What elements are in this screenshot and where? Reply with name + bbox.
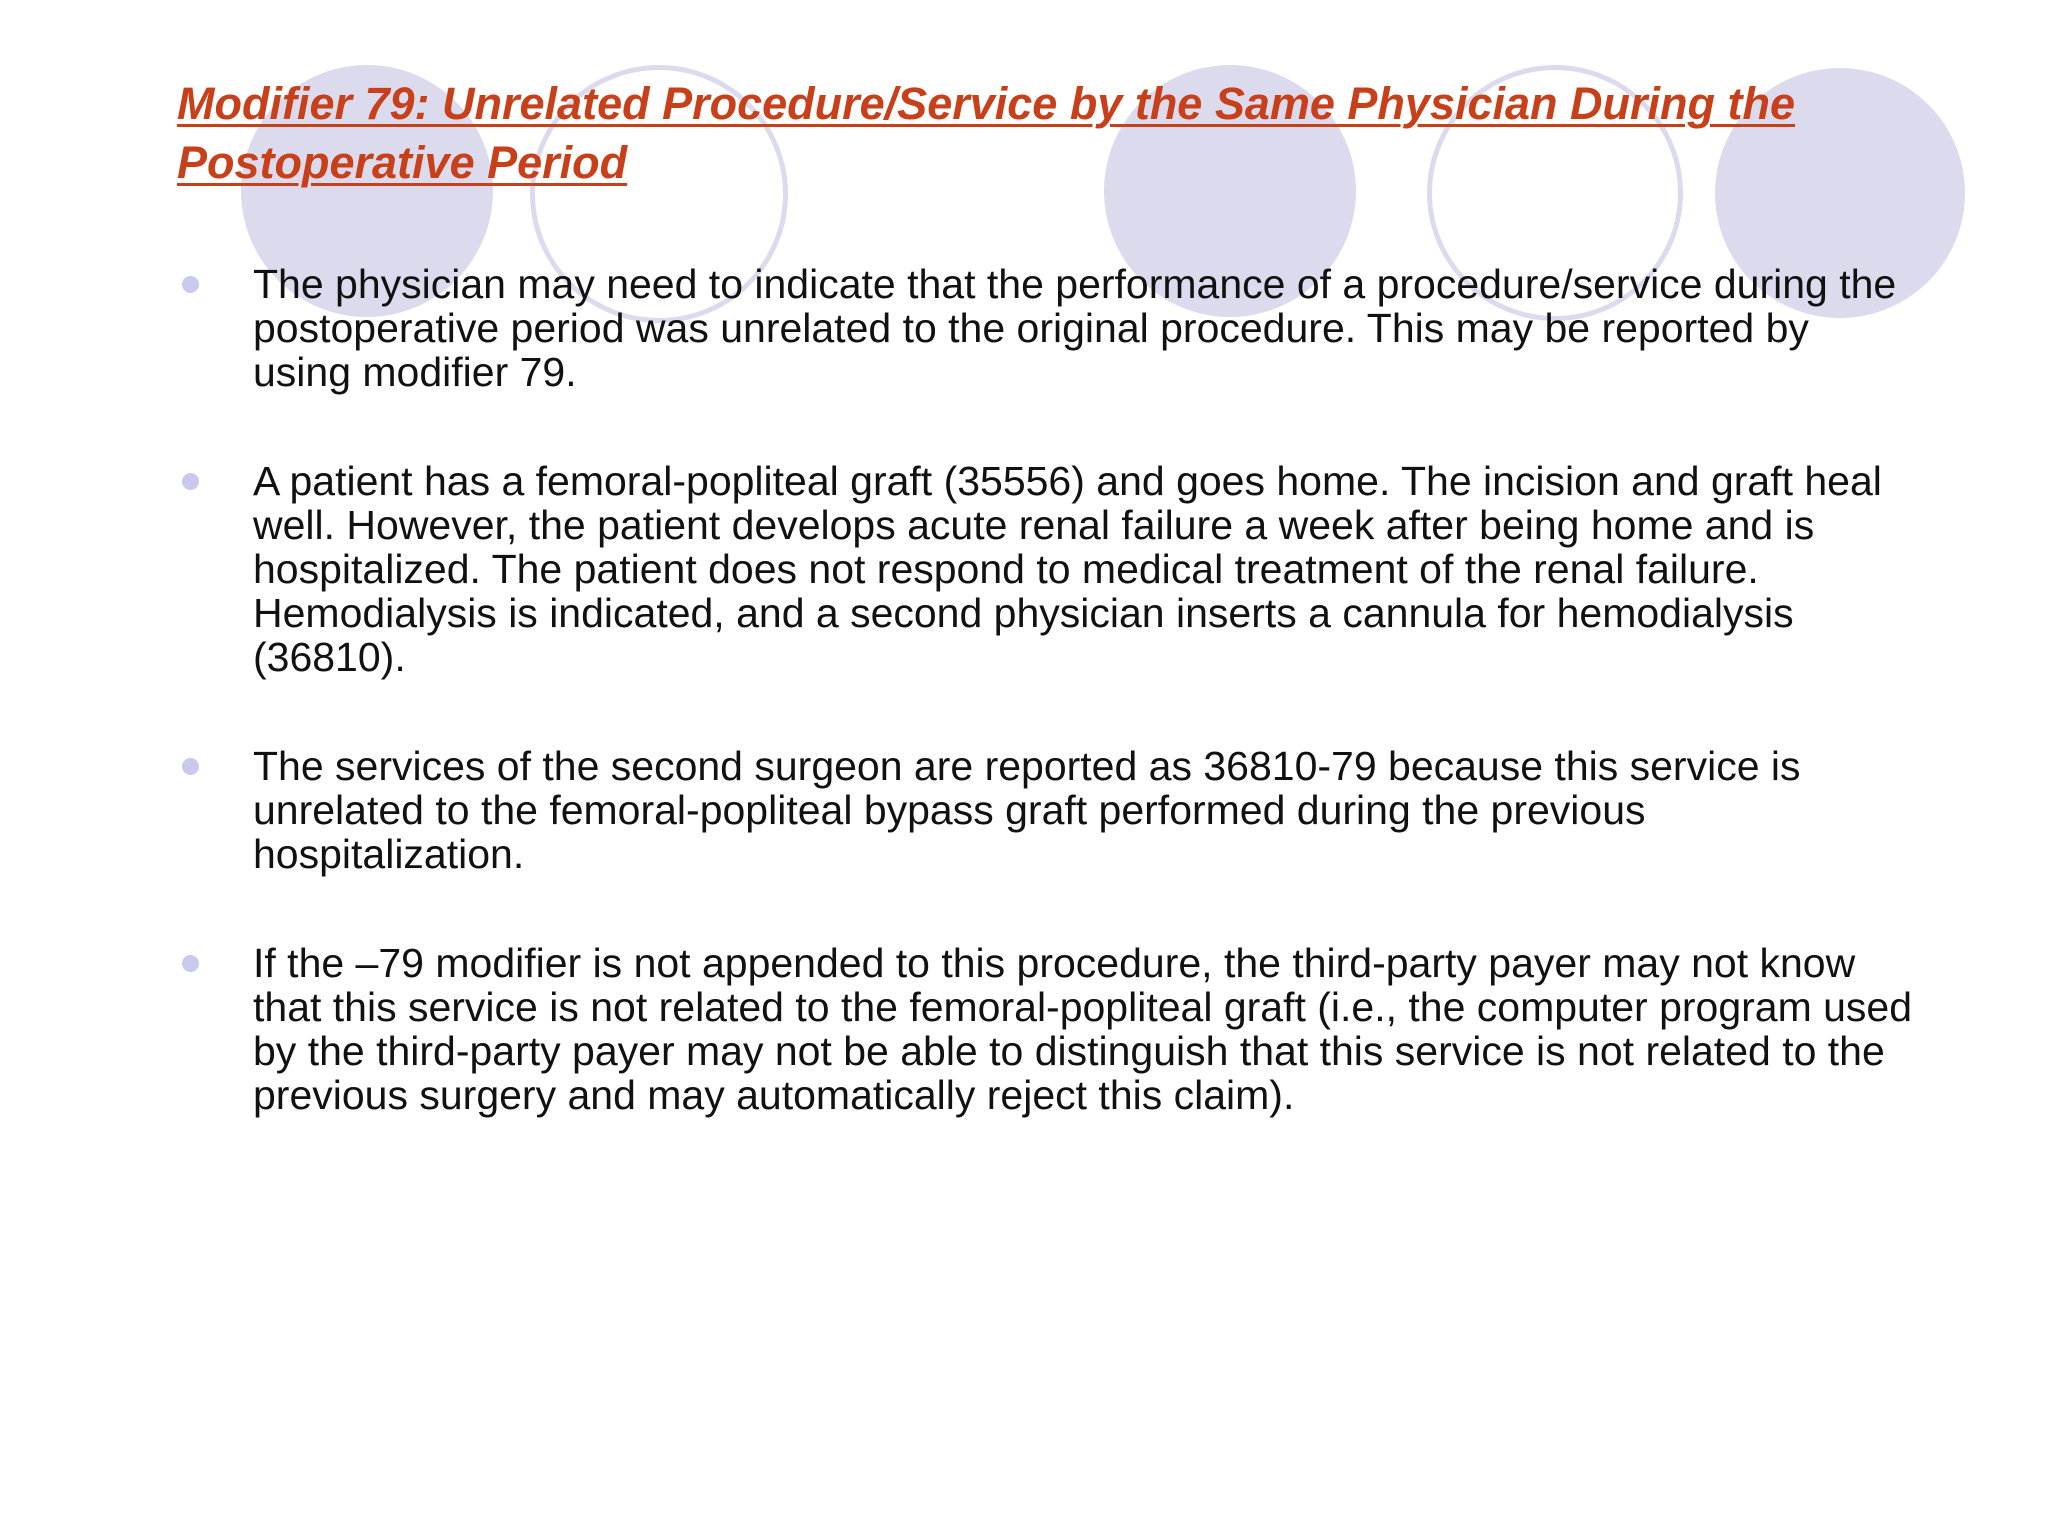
bullet-text: A patient has a femoral-popliteal graft (35556) and goes home. The incision and graft heal well. However, the patient develops acute renal failure a week after being home and is hospitalized. The patient does not respond to medical treatment of the renal failure. Hemodialysis is indicated, and a second physician inserts a cannula for hemodialysis (36810). (253, 458, 1882, 680)
slide-title: Modifier 79: Unrelated Procedure/Service by the Same Physician During the Postoperative Period (177, 78, 1796, 188)
bullet-dot-icon (182, 473, 199, 490)
bullet-dot-icon (182, 955, 199, 972)
bullet-item (176, 262, 1916, 394)
bullet-text: If the –79 modifier is not appended to this procedure, the third-party payer may not know that this service is not related to the femoral-popliteal graft (i.e., the computer program used by the third-party payer may not be able to distinguish that this service is not related to the previous surgery and may automatically reject this claim). (253, 940, 1913, 1118)
bullet-item (176, 941, 1916, 1117)
bullet-item (176, 459, 1916, 679)
bullet-text: The services of the second surgeon are reported as 36810-79 because this service is unrelated to the femoral-popliteal bypass graft performed during the previous hospitalization. (253, 743, 1801, 877)
bullet-dot-icon (182, 758, 199, 775)
bullet-item (176, 744, 1916, 876)
bullet-dot-icon (182, 276, 199, 293)
bullet-text: The physician may need to indicate that the performance of a procedure/service during the postoperative period was unrelated to the original procedure. This may be reported by using modifier 79. (253, 261, 1897, 395)
bullet-list (176, 262, 1916, 1182)
